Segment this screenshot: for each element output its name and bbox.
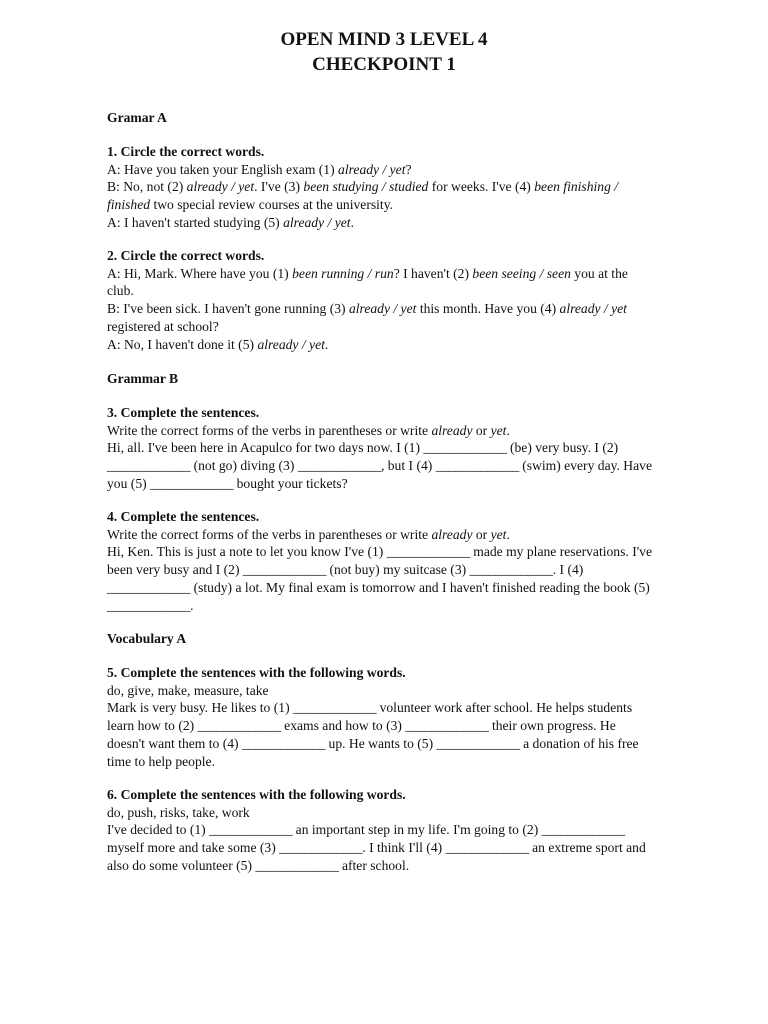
exercise-body: A: Hi, Mark. Where have you (1) been running / run? I haven't (2) been seeing / seen you at the club. B: I've been sick. I haven't gone running (3) already / yet this month. Have you (4) already / yet registered at school? A: No, I haven't done it (5) already / yet. xyxy=(107,265,628,352)
exercise-heading: 1. Circle the correct words. xyxy=(107,144,265,159)
section-heading-grammar-a: Gramar A xyxy=(107,110,167,125)
exercise-5 xyxy=(107,664,655,770)
exercise-body: A: Have you taken your English exam (1) already / yet? B: No, not (2) already / yet. I've (3) been studying / studied for weeks. I've (4) been finishing / finished two special review courses at the university. A: I haven't started studying (5) already / yet. xyxy=(107,161,619,230)
exercise-4 xyxy=(107,508,655,614)
exercise-heading: 4. Complete the sentences. xyxy=(107,509,260,524)
exercise-body: Write the correct forms of the verbs in parentheses or write already or yet. Hi, Ken. This is just a note to let you know I've (1) _____________ made my plane reservations. I've been very busy and I (2) _____________ (not buy) my suitcase (3) _____________. I (4) _____________ (study) a lot. My final exam is tomorrow and I haven't finished reading the book (5) _____________. xyxy=(107,526,652,613)
exercise-body: Write the correct forms of the verbs in parentheses or write already or yet. Hi, all. I've been here in Acapulco for two days now. I (1) _____________ (be) very busy. I (2) _____________ (not go) diving (3) _____________, but I (4) _____________ (swim) every day. Have you (5) _____________ bought your tickets? xyxy=(107,422,652,491)
exercise-body: do, give, make, measure, take Mark is very busy. He likes to (1) _____________ volunteer work after school. He helps students learn how to (2) _____________ exams and how to (3) _____________ their own progress. He doesn't want them to (4) _____________ up. He wants to (5) _____________ a donation of his free time to help people. xyxy=(107,682,639,769)
exercise-body: do, push, risks, take, work I've decided to (1) _____________ an important step in my life. I'm going to (2) _____________ myself more and take some (3) _____________. I think I'll (4) _____________ an extreme sport and also do some volunteer (5) _____________ after school. xyxy=(107,804,646,873)
exercise-heading: 2. Circle the correct words. xyxy=(107,248,265,263)
exercise-heading: 5. Complete the sentences with the following words. xyxy=(107,665,406,680)
exercise-heading: 6. Complete the sentences with the following words. xyxy=(107,787,406,802)
exercise-1 xyxy=(107,143,655,232)
section-heading-vocabulary-a: Vocabulary A xyxy=(107,631,187,646)
document-title: OPEN MIND 3 LEVEL 4 xyxy=(280,29,488,50)
exercise-3 xyxy=(107,404,655,493)
section-heading-grammar-b: Grammar B xyxy=(107,371,179,386)
exercise-heading: 3. Complete the sentences. xyxy=(107,405,260,420)
exercise-2 xyxy=(107,247,655,353)
exercise-6 xyxy=(107,786,655,875)
document-subtitle: CHECKPOINT 1 xyxy=(312,54,456,75)
